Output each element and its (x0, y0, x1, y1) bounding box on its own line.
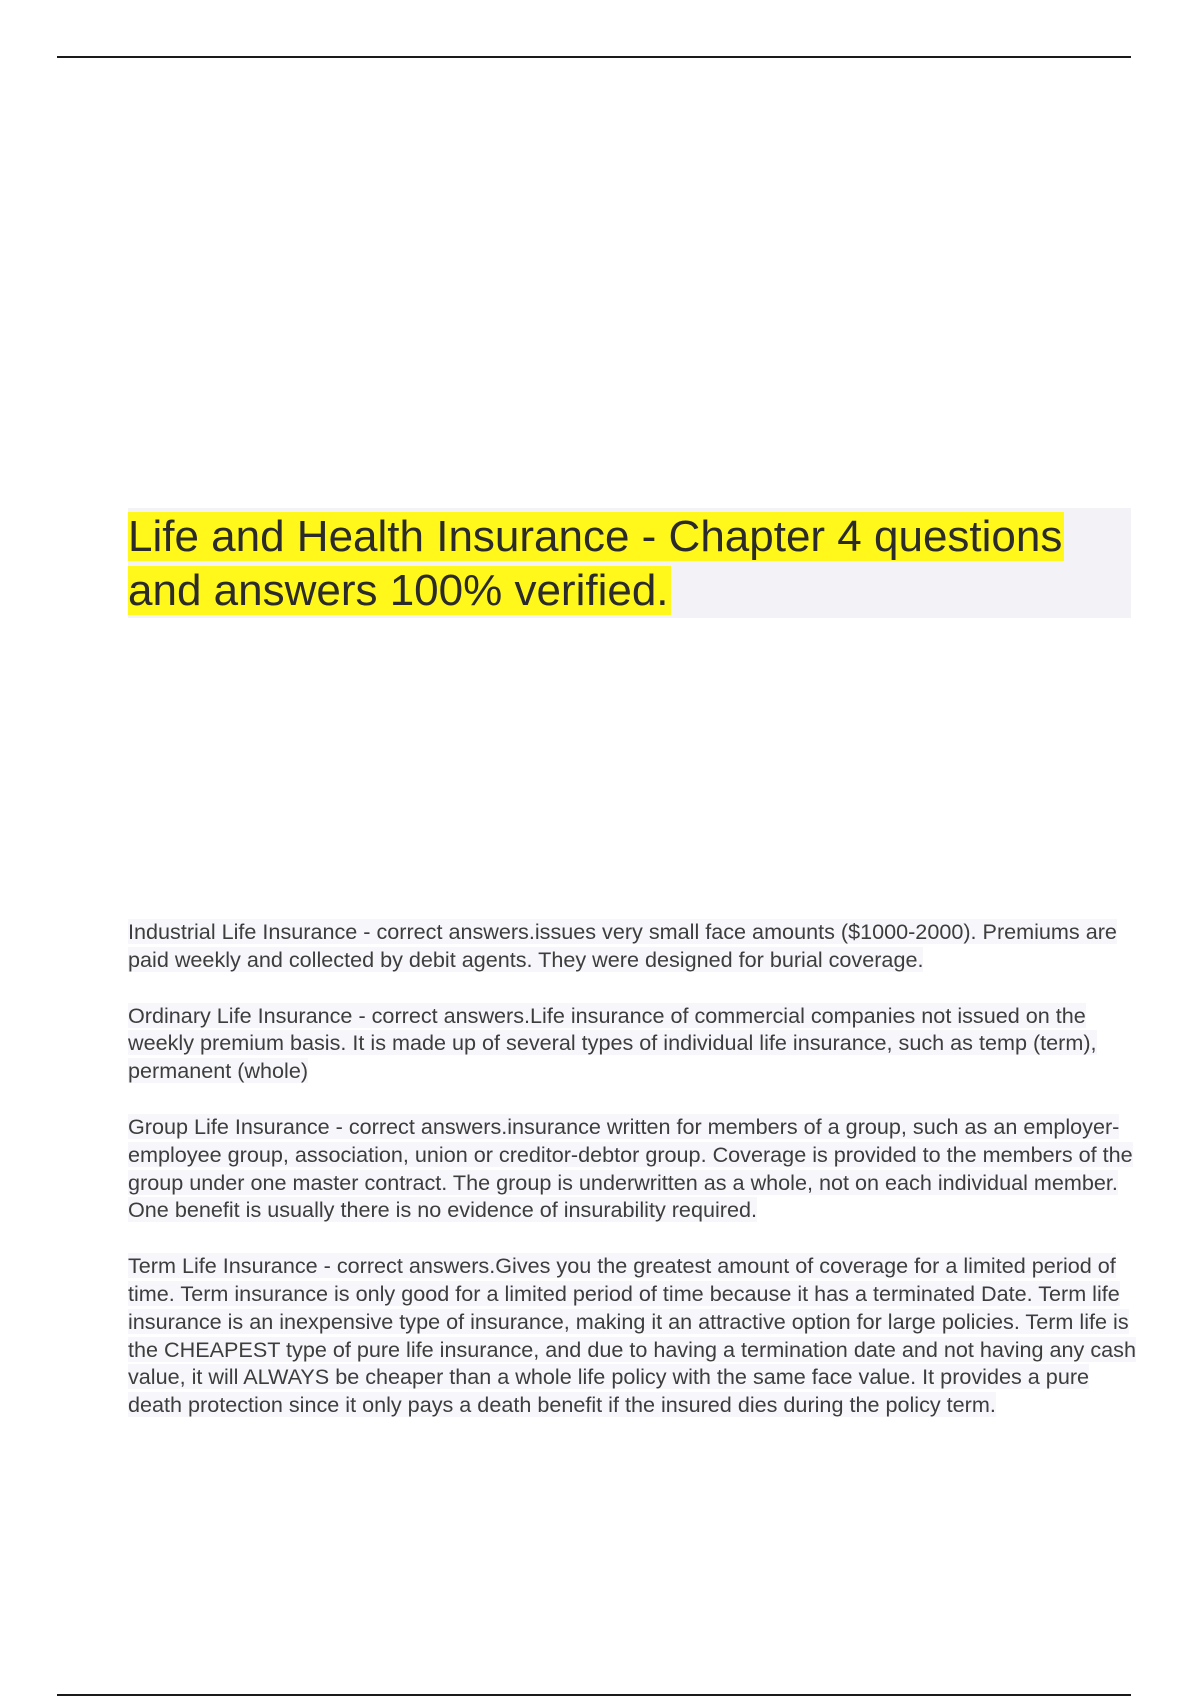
document-title (128, 510, 1108, 618)
document-title-highlight: Life and Health Insurance - Chapter 4 questions and answers 100% verified. (128, 512, 1063, 615)
qa-entry-industrial-life (128, 918, 1138, 974)
qa-entry-text: Ordinary Life Insurance - correct answers.Life insurance of commercial companies not issued on the weekly premium basis. It is made up of several types of individual life insurance, such as temp (term), permanent (whole) (128, 1002, 1097, 1084)
qa-entry-group-life (128, 1113, 1138, 1224)
qa-entry-text: Group Life Insurance - correct answers.insurance written for members of a group, such as an employer-employee group, association, union or creditor-debtor group. Coverage is provided to the members of the group under one master contract. The group is underwritten as a whole, not on each individual member. One benefit is usually there is no evidence of insurability required. (128, 1113, 1133, 1223)
qa-entry-text: Industrial Life Insurance - correct answers.issues very small face amounts ($1000-2000). Premiums are paid weekly and collected by debit agents. They were designed for burial coverage. (128, 919, 1117, 972)
bottom-rule (57, 1694, 1131, 1696)
qa-entry-term-life (128, 1252, 1138, 1419)
qa-entries (128, 918, 1138, 1447)
qa-entry-ordinary-life (128, 1002, 1138, 1085)
top-rule (57, 56, 1131, 58)
qa-entry-text: Term Life Insurance - correct answers.Gives you the greatest amount of coverage for a limited period of time. Term insurance is only good for a limited period of time because it has a terminated Date. Term life insurance is an inexpensive type of insurance, making it an attractive option for large policies. Term life is the CHEAPEST type of pure life insurance, and due to having a termination date and not having any cash value, it will ALWAYS be cheaper than a whole life policy with the same face value. It provides a pure death protection since it only pays a death benefit if the insured dies during the policy term. (128, 1253, 1136, 1418)
